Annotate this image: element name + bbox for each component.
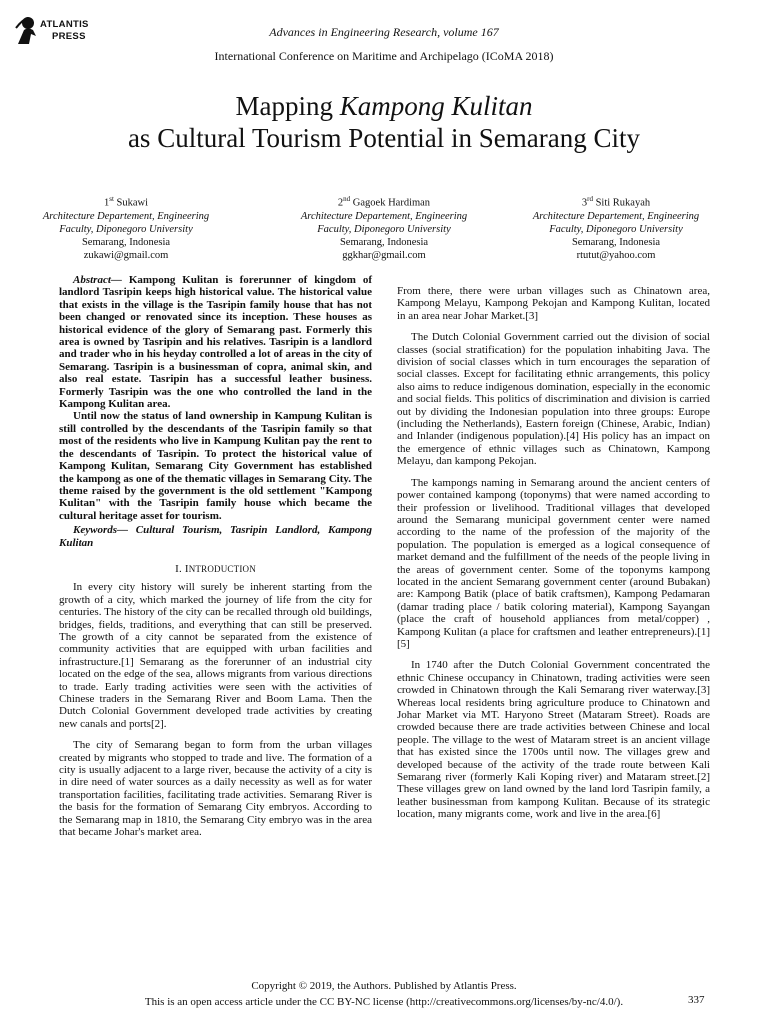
publisher-name-line2: PRESS (52, 31, 86, 42)
paper-title (0, 90, 768, 154)
author-affiliation: Faculty, Diponegoro University (59, 223, 193, 235)
title-prefix: Mapping (235, 91, 340, 121)
author-block-3 (516, 193, 716, 262)
author-block-1 (26, 193, 226, 262)
body-paragraph: From there, there were urban villages such as Chinatown area, Kampong Melayu, Kampong Pekojan and Kampong Kulitan, located in an area near Johar Market.[3] (397, 285, 710, 322)
body-paragraph: In 1740 after the Dutch Colonial Government concentrated the ethnic Chinese occupancy in Chinatown, trading activities were seen crowded in Chinatown through the Kali Semarang river waterway.[3] Whereas local residents bring agriculture produce to Chinatown and Johar Market via MT. Haryono Street (Mataram Street). Roads are crowded because there are trade activities between Chinese and local people. The village to the west of Mataram street is an ancient village that has existed since the 1700s until now. The villages grew and developed because of the activity of the trade route between Kali Semarang river (formerly Kali Koping river) and Mataram street.[2] These villages grew on land owned by the land lord Tasripin family, a leather businessman from kampong Kulitan. Because of its strategic location, many migrants come, work and live in the area.[6] (397, 659, 710, 821)
author-name: 1st Sukawi (103, 195, 149, 209)
abstract-label: Abstract— (73, 274, 122, 286)
title-italic: Kampong Kulitan (339, 91, 533, 121)
copyright-notice: Copyright © 2019, the Authors. Published by Atlantis Press. (251, 980, 517, 992)
right-column (397, 285, 710, 830)
left-column (59, 274, 372, 847)
body-paragraph: The Dutch Colonial Government carried out the division of social classes (social stratification) for the population inhabiting Java. The division of social classes which in turn encourages the separation of social classes. Except for facilitating ethnic arrangements, this policy also aims to reduce indigenous domination, especially in the economic and social fields. This politics of discrimination and division is carried out by dividing the Indonesian population into three groups: Europe (including the Netherlands), Eastern foreign (Chinese, Arabic, Indian) and Inlander (indigenous population).[4] His policy has an impact on the emergence of ethnic villages such as Chinatown, Kampong Melayu, dan kampong Pekojan. (397, 331, 710, 468)
author-city: Semarang, Indonesia (339, 236, 429, 248)
abstract-paragraph: Until now the status of land ownership in Kampung Kulitan is still controlled by the descendants of the Tasripin family so that most of the residents who live in Kampung Kulitan pay the rent to the descendants of Tasripin. To protect the historical value of Kampong Kulitan, Semarang City Government has established the kampong as one of the thematic villages in Semarang City. The theme raised by the government is the old settlement "Kampong Kulitan" with the Tasripin family house which became the cultural heritage asset for tourism. (59, 410, 372, 522)
series-header: Advances in Engineering Research, volume 167 (269, 25, 499, 39)
title-line2: as Cultural Tourism Potential in Semarang City (127, 123, 641, 153)
author-block-2 (284, 193, 484, 262)
author-city: Semarang, Indonesia (81, 236, 171, 248)
body-paragraph: In every city history will surely be inherent starting from the growth of a city, which marked the journey of life from the city for centuries. The history of the city can be recalled through old buildings, bridges, fields, traditions, and everything that can still be preserved. The growth of a city cannot be separated from the existence of community activities that are equipped with urban facilities and infrastructure.[1] Semarang as the forerunner of an industrial city located on the edge of the sea, allows migrants from various directions to trade. Early trading activities were seen with the activities of Chinese traders in the Semarang River and Boom Lama. Then the Dutch Colonial Government developed trade activities by creating new canals and ports[2]. (59, 581, 372, 730)
author-name: 2nd Gagoek Hardiman (337, 195, 431, 209)
keywords: Keywords— Cultural Tourism, Tasripin Landlord, Kampong Kulitan (59, 524, 372, 549)
author-affiliation: Architecture Departement, Engineering (300, 210, 468, 222)
license-notice: This is an open access article under the CC BY-NC license (http://creativecommons.org/licenses/by-nc/4.0/). (144, 996, 624, 1008)
conference-header: International Conference on Maritime and Archipelago (ICoMA 2018) (214, 49, 554, 63)
author-email: zukawi@gmail.com (83, 249, 169, 261)
body-paragraph: The kampongs naming in Semarang around the ancient centers of power contained kampong (toponyms) that were named according to their profession or livelihood. Traditional villages that developed around the Semarang municipal government center were named according to the name of the profession of the majority of the population. The population is emerged as a logical consequence of market demand and the fulfillment of the needs of the people living in the areas of government center. Some of the toponyms kampong located in the ancient Semarang government center (around Bubakan) are: Kampong Batik (place of batik craftsmen), Kampong Pedamaran (damar trading place / batik coloring material), Kampong Sayangan (place the craft of household appliances from metal/copper) , Kampong Kulitan (a place for craftsmen and leather entrepreneurs).[1][5] (397, 476, 710, 650)
author-affiliation: Faculty, Diponegoro University (317, 223, 451, 235)
author-email: ggkhar@gmail.com (342, 249, 426, 261)
author-affiliation: Architecture Departement, Engineering (42, 210, 210, 222)
author-affiliation: Faculty, Diponegoro University (549, 223, 683, 235)
publisher-name-line1: ATLANTIS (40, 19, 89, 30)
author-name: 3rd Siti Rukayah (581, 195, 651, 209)
author-affiliation: Architecture Departement, Engineering (532, 210, 700, 222)
abstract-paragraph: Abstract— Kampong Kulitan is forerunner of kingdom of landlord Tasripin keeps high historical value. The historical value that exists in the village is the Tasripin family house that has not been changed or renovated since its inception. These houses as historical evidence of the glory of Semarang past. Formerly this area is owned by Tasripin and his relatives. Tasripin is a landlord and trader who in his heyday controlled a lot of areas in the city of Semarang. Tasripin is a businessman of copra, animal skin, and also real estate. Tasripin has a successful leather business. Formerly Tasripin was the one who controlled the land in the Kampong Kulitan area. (59, 274, 372, 411)
body-paragraph: The city of Semarang began to form from the urban villages created by migrants who stopped to trade and live. The formation of a city is usually adjacent to a large river, because the activity of a city is in dire need of water sources as a daily necessity as well as for water transportation facilities, facilitating trade activities. Semarang River is the basis for the formation of Semarang City embryos. According to the Semarang map in 1810, the Semarang City embryo was in the area that became Johar's market area. (59, 739, 372, 839)
page-number: 337 (688, 994, 705, 1006)
section-heading-introduction: I. INTRODUCTION (175, 562, 256, 575)
author-email: rtutut@yahoo.com (576, 249, 656, 261)
author-city: Semarang, Indonesia (571, 236, 661, 248)
